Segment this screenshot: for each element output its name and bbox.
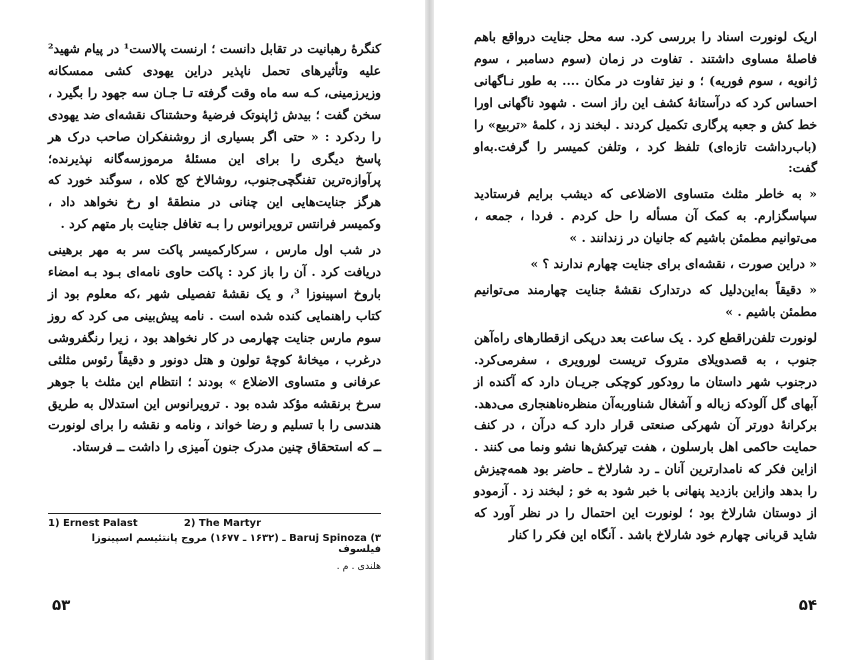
paragraph: در شب اول مارس ، سرکارکمیسر پاکت سر به مهر برهینی دریافت کرد . آن را باز کرد : پاکت حاوی نامه‌ای بـود بـه امضاء باروخ اسپینوزا ³، و یک نقشهٔ تفصیلی شهر ،که معلوم بود از کتاب راهنمایی کنده شده است . نامه پیش‌بینی می کرد که روز سوم مارس جنایت چهارمی در کار نخواهد بود ، زیرا رنگفروشی درغرب ، میخانهٔ کوچهٔ تولون و هتل دونور و دقیقاً رئوس مثلثی عرفانی و متساوی الاضلاع » بودند ؛ انتظام این مثلث با جوهر سرخ برنقشه مؤکد شده بود . ترویرانوس این استدلال به طریق هندسی را با تسلیم و رضا خواند ، ونامه و نقشه را برای لونورت ــ که استحقاق چنین مدرک جنون آمیزی را داشت ــ فرستاد. xyxy=(48,242,381,455)
paragraph: « دراین صورت ، نقشه‌ای برای جنایت چهارم ندارند ؟ » xyxy=(530,256,817,272)
footnotes xyxy=(48,513,381,572)
paragraph: « دقیقاً به‌این‌دلیل که درتدارک نقشهٔ جنایت چهارمند می‌توانیم مطمئن باشیم . » xyxy=(474,281,817,319)
footnote-row xyxy=(48,518,381,529)
paragraph: لونورت تلفن‌راقطع کرد . یک ساعت بعد درپکی ازقطارهای راه‌آهن جنوب ، به قصدویلای متروک تریست لورویری ، سفرمی‌کرد. درجنوب شهر داستان ما رودکور کوچکی جریـان دارد که آکنده از آبهای گل آلودکه زباله و آشغال شناوربه‌آن منظره‌ناهنجاری می‌دهد. برکرانهٔ دورتر آن شهرکی صنعتی قرار دارد کـه درآن ، در کنف حمایت حاکمی اهل بارسلون ، هفت تیرکش‌ها نشو ونما می کنند . ازاین فکر که نامدارترین آنان ـ رد شارلاخ ـ حاضر بود همه‌چیزش را بدهد وازاین بازدید پنهانی با خبر شود به خو ; لبخند زد . آزمودو از دوستان شارلاخ بود ؛ لونورت این احتمال را در نظر آورد که شاید قربانی چهارم خود شارلاخ باشد . آنگاه این فکر را کنار xyxy=(474,329,817,542)
footnote-1: 1) Ernest Palast xyxy=(48,518,138,529)
right-page xyxy=(434,0,865,660)
footnote-3-continuation: هلندی . م . xyxy=(336,561,381,572)
paragraph: اریک لونورت اسناد را بررسی کرد. سه محل جنایت درواقع باهم فاصلهٔ مساوی داشتند . تفاوت در زمان (سوم دسامبر ، سوم ژانویه ، سوم فوریه) ؛ و نیز تفاوت در مکان .... به طور نـاگهانی احساس کرد که درآستانهٔ کشف این راز است . شهود ناگهانی اورا خط کش و جعبه پرگاری تکمیل کردند . لبخند زد ، کلمهٔ «تربیع» را (باب‌رداشت تازه‌ای) تلفظ کرد ، وتلفن کمیسر را گرفت.به‌او گفت: xyxy=(474,29,817,176)
paragraph: « به خاطر مثلث متساوی الاضلاعی که دیشب برایم فرستادید سپاسگزارم. به کمک آن مسأله را حل کردم . فردا ، جمعه ، می‌توانیم مطمئن باشیم که جانیان در زندانند . » xyxy=(474,186,817,246)
footnote-2: 2) The Martyr xyxy=(183,518,261,529)
paragraph: کنگرهٔ رهبانیت در تقابل دانست ؛ ارنست پالاست¹ در پیام شهید² علیه وتأثیرهای تحمل ناپذیر دراین یهودی کشی ممسکانه وزیرزمینی، کـه سه ماه وقت گرفته تـا جـان سه جهود را بگیرد ، سخن گفت ؛ بیدش ژاپنوتک فرضیهٔ وحشتناک نقشه‌ای ضد یهودی را ردکرد : « حتی اگر بسیاری از روشنفکران صاحب درک هر پاسخ دیگری را برای این مسئلهٔ مرموزسه‌گانه نپذیرنده؛ پرآوازه‌ترین تفنگچی‌جنوب، روشالاخ کج کلاه ، سوگند خورد که هرگز جنایت‌هایی این چنانی در منطقهٔ او رخ نخواهد داد ، وکمیسر فرانتس ترویرانوس را بـه تغافل جنایت بار متهم کرد . xyxy=(48,41,381,232)
right-page-body xyxy=(474,26,817,546)
page-number: ۵۳ xyxy=(52,596,71,614)
book-gutter xyxy=(425,0,434,660)
left-page-body xyxy=(48,38,381,458)
page-number: ۵۴ xyxy=(798,596,817,614)
footnote-row xyxy=(48,533,381,555)
footnote-3: Baruj Spinoza (۳ ـ (۱۶۳۲ ـ ۱۶۷۷) مروج پانتئیسم اسپینوزا فیلسوف xyxy=(91,533,381,555)
left-page xyxy=(0,0,425,660)
